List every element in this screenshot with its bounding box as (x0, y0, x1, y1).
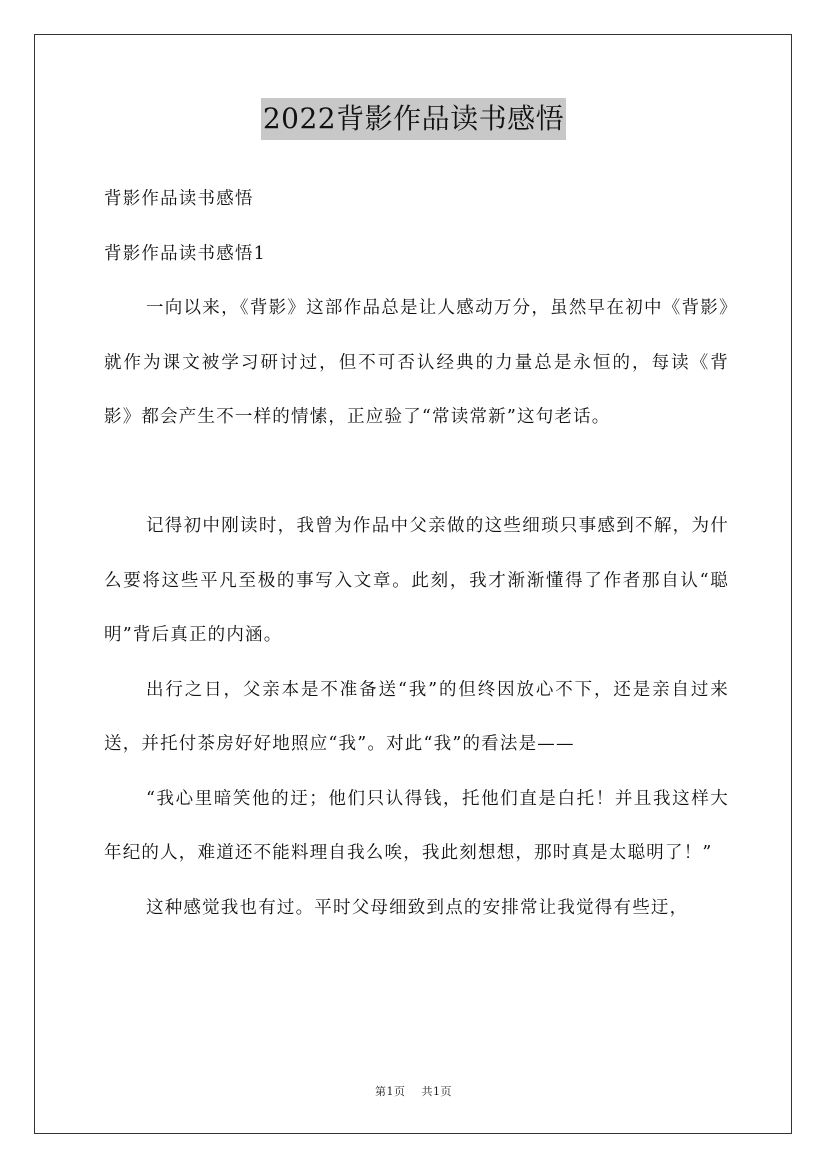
document-body (104, 172, 729, 935)
document-title-text: 2022背影作品读书感悟 (261, 98, 566, 140)
page-footer (0, 1083, 827, 1099)
paragraph-quote: “我心里暗笑他的迂；他们只认得钱，托他们直是白托！并且我这样大年纪的人，难道还不能料理自我么唉，我此刻想想，那时真是太聪明了！” (104, 788, 729, 863)
paragraph-2: 记得初中刚读时，我曾为作品中父亲做的这些细琐只事感到不解，为什么要将这些平凡至极的事写入文章。此刻，我才渐渐懂得了作者那自认“聪明”背后真正的内涵。 (104, 516, 729, 645)
section-heading: 背影作品读书感悟1 (104, 243, 266, 264)
paragraph-5: 这种感觉我也有过。平时父母细致到点的安排常让我觉得有些迂， (146, 897, 689, 918)
page-total: 共1页 (421, 1085, 452, 1098)
document-subtitle: 背影作品读书感悟 (104, 189, 254, 209)
paragraph-spacer (104, 445, 729, 500)
paragraph-3: 出行之日，父亲本是不准备送“我”的但终因放心不下，还是亲自过来送，并托付茶房好好地照应“我”。对此“我”的看法是—— (104, 679, 729, 754)
paragraph-1: 一向以来，《背影》这部作品总是让人感动万分，虽然早在初中《背影》就作为课文被学习研讨过，但不可否认经典的力量总是永恒的，每读《背影》都会产生不一样的情愫，正应验了“常读常新”这句老话。 (104, 298, 729, 427)
page-number: 第1页 (375, 1085, 406, 1098)
document-title (0, 98, 827, 140)
